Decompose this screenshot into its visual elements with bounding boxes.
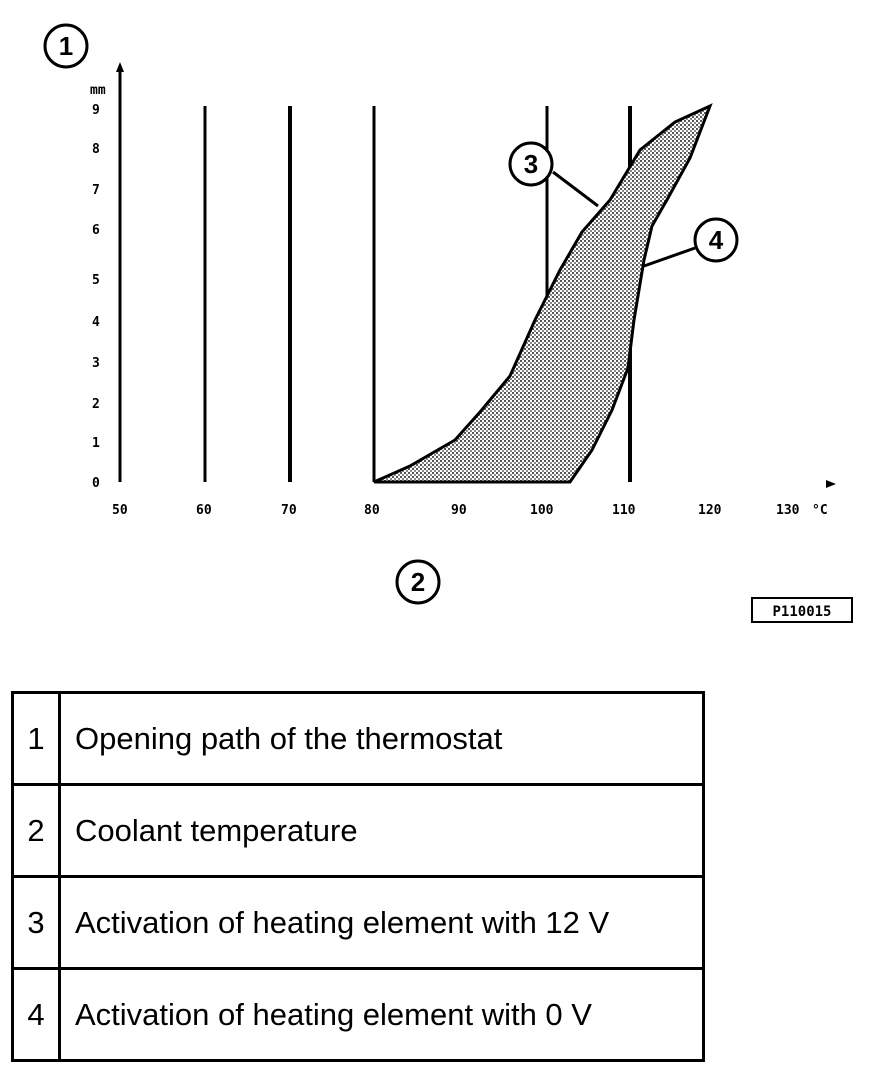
legend-row xyxy=(13,693,704,785)
x-axis-arrow xyxy=(826,480,836,488)
y-tick-label: 2 xyxy=(92,397,100,412)
callout-3-label: 3 xyxy=(523,149,539,179)
y-tick-label: 9 xyxy=(92,103,100,118)
callout-4-label: 4 xyxy=(708,225,724,255)
x-tick-label: 90 xyxy=(451,503,467,518)
legend-text: Activation of heating element with 0 V xyxy=(60,969,704,1061)
y-tick-label: 0 xyxy=(92,476,100,491)
legend-row xyxy=(13,877,704,969)
legend-text: Opening path of the thermostat xyxy=(60,693,704,785)
legend-row xyxy=(13,785,704,877)
x-tick-label: 60 xyxy=(196,503,212,518)
legend-number: 3 xyxy=(13,877,60,969)
x-tick-label: 50 xyxy=(112,503,128,518)
x-axis-unit: °C xyxy=(812,503,828,518)
legend-number: 1 xyxy=(13,693,60,785)
callout-4 xyxy=(644,219,737,266)
legend-table xyxy=(11,691,705,1062)
callout-1 xyxy=(45,25,87,67)
x-tick-label: 130 xyxy=(776,503,800,518)
callout-3 xyxy=(510,143,598,206)
x-tick-label: 80 xyxy=(364,503,380,518)
y-axis-unit: mm xyxy=(90,83,106,98)
y-tick-label: 1 xyxy=(92,436,100,451)
callout-2 xyxy=(397,561,439,603)
legend-text: Activation of heating element with 12 V xyxy=(60,877,704,969)
callout-2-label: 2 xyxy=(410,567,426,597)
image-code-label: P110015 xyxy=(772,604,832,620)
legend-number: 4 xyxy=(13,969,60,1061)
y-tick-label: 5 xyxy=(92,273,100,288)
image-code-box xyxy=(752,598,852,622)
callout-1-label: 1 xyxy=(58,31,74,61)
y-tick-label: 4 xyxy=(92,315,100,330)
legend-number: 2 xyxy=(13,785,60,877)
y-tick-label: 8 xyxy=(92,142,100,157)
y-tick-label: 6 xyxy=(92,223,100,238)
callout-4-leader xyxy=(644,248,695,266)
callout-3-leader xyxy=(553,172,598,206)
y-tick-label: 7 xyxy=(92,183,100,198)
legend-row xyxy=(13,969,704,1061)
legend-text: Coolant temperature xyxy=(60,785,704,877)
x-tick-labels xyxy=(112,503,828,518)
y-tick-label: 3 xyxy=(92,356,100,371)
x-tick-label: 70 xyxy=(281,503,297,518)
y-tick-labels xyxy=(92,103,100,491)
x-tick-label: 120 xyxy=(698,503,722,518)
y-axis-arrow xyxy=(116,62,124,72)
x-tick-label: 100 xyxy=(530,503,554,518)
x-tick-label: 110 xyxy=(612,503,636,518)
